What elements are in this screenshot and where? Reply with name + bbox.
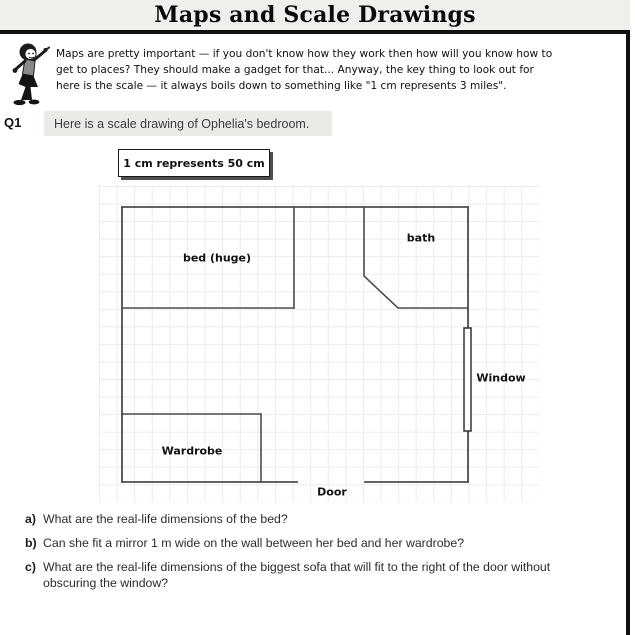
question-a-text: What are the real-life dimensions of the bed? <box>43 512 288 526</box>
question-c-label: c) <box>25 560 36 574</box>
bath-outline <box>364 207 468 308</box>
question-c-text: What are the real-life dimensions of the biggest sofa that will fit to the right of the door without obscuring the window? <box>43 560 551 590</box>
question-c <box>25 559 605 591</box>
door-label: Door <box>317 485 347 499</box>
question-list <box>25 511 605 599</box>
intro-line: get to places? They should make a gadget for that... Anyway, the key thing to look out for <box>56 64 534 76</box>
question-b <box>25 535 605 551</box>
title-divider <box>0 30 630 34</box>
bath-label: bath <box>406 231 436 245</box>
question-b-label: b) <box>25 536 37 550</box>
intro-line: here is the scale — it always boils down to something like "1 cm represents 3 miles". <box>56 80 507 92</box>
bed-label: bed (huge) <box>182 251 252 265</box>
wardrobe-label: Wardrobe <box>161 444 223 458</box>
page-right-border <box>626 30 630 635</box>
scale-box-text: 1 cm represents 50 cm <box>123 156 265 170</box>
floor-plan <box>99 186 539 502</box>
question-number: Q1 <box>4 115 22 130</box>
question-prompt-text: Here is a scale drawing of Ophelia's bedroom. <box>54 116 310 131</box>
page-title: Maps and Scale Drawings <box>154 2 476 28</box>
scale-box <box>118 149 270 177</box>
dancing-man-icon <box>4 42 54 110</box>
question-b-text: Can she fit a mirror 1 m wide on the wall between her bed and her wardrobe? <box>43 536 465 550</box>
window-shape <box>464 328 471 431</box>
window-label: Window <box>476 371 526 385</box>
question-a-label: a) <box>25 512 36 526</box>
intro-paragraph <box>56 46 631 94</box>
question-a <box>25 511 605 527</box>
intro-line: Maps are pretty important — if you don't know how they work then how will you know how to <box>56 48 553 60</box>
dancing-man-illustration <box>4 42 54 110</box>
title-band <box>0 0 630 30</box>
question-prompt-highlight <box>44 111 332 136</box>
